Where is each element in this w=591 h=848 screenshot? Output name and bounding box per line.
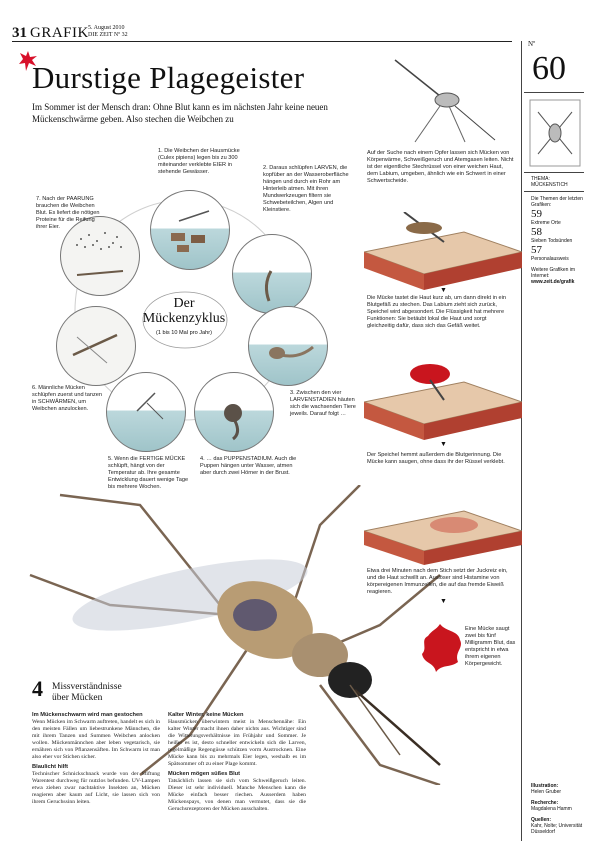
- sidebar-rule: [521, 41, 522, 841]
- male-mosquito-image: [57, 307, 135, 385]
- larval-stage-image: [249, 307, 327, 385]
- misconception-item: Mücken mögen süßes Blut Tatsächlich lassen sie sich vom Schweißgeruch leiten. Dieser ist sehr individuell. Manche Menschen kann die Mücke einfach besser riechen. Ausserdem haben Mückenspays, von denen man vermutet, dass sie die Geruchsrezeptoren der Mücken ausschalten.: [168, 771, 306, 812]
- top-rule: [12, 41, 512, 42]
- more-graphics-label: Weitere Grafiken im Internet:: [531, 267, 576, 279]
- eggs-circle: [150, 190, 230, 270]
- cycle-title: [142, 296, 226, 326]
- pupa-image: [195, 373, 273, 451]
- step-7-caption: 7. Nach der PAARUNG brauchen die Weibchen Blut. Es liefert die nötigen Proteine für die Reifung ihrer Eier.: [36, 196, 100, 230]
- sidebar-divider: [524, 172, 584, 173]
- sidebar-divider: [524, 92, 584, 93]
- misconception-item: Blaulicht hilft Technischer Schnickschnack wurde von der Stiftung Warentest durchweg für nutzlos befunden. UV-Lampen etwa ziehen zwar nachtaktive Insekten an, Mücken reagieren aber kaum auf Licht, sie lassen sich von ihrem Geruchssinn leiten.: [32, 764, 160, 805]
- skin-swelling-image: [364, 505, 522, 565]
- research-name: Magdalena Hamm: [531, 806, 572, 812]
- theme-value: MÜCKENSTICH: [531, 182, 568, 188]
- step-4-caption: 4. … das PUPPENSTADIUM. Auch die Puppen hängen unter Wasser, atmen aber durch zwei Hörner in der Brust.: [200, 456, 297, 476]
- bite-step-2-text: Die Mücke tastet die Haut kurz ab, um dann direkt in ein Blutgefäß zu stechen. Das Labium zieht sich zurück, Speichel wird abgesondert. Die Flüssigkeit hat mehrere Funktionen: Sie betäubt lokal die Haut und sorgt gleichzeitig dafür, dass sich das Gefäß weitet.: [367, 295, 506, 329]
- issue-text: DIE ZEIT Nº 32: [88, 32, 128, 38]
- arrow-down-icon: ▼: [440, 597, 447, 605]
- misconceptions-title: Missverständnisse über Mücken: [52, 682, 122, 703]
- cycle-title-line1: Der: [173, 296, 195, 311]
- misconception-item: Im Mückenschwarm wird man gestochen Wenn Mücken im Schwarm auftreten, handelt es sich in den meisten Fällen um liebestrunkene Männchen, die mit ihrem Tanzen und Summen Weibchen anlocken wollen. Mückenmännchen aber leben vegetarisch, sie ernähren sich von Pflanzensäften. Im Schwarm ist man also eher vor Stichen sicher.: [32, 712, 160, 760]
- skin-sucking-image: [364, 360, 522, 440]
- more-graphics-link[interactable]: www.zeit.de/grafik: [531, 279, 575, 285]
- misconceptions-column-left: [32, 712, 160, 806]
- bite-step-3-text: Der Speichel hemmt außerdem die Blutgerinnung. Die Mücke kann saugen, ohne dass ihr der Rüssel verklebt.: [367, 452, 505, 465]
- larval-stages-circle: [248, 306, 328, 386]
- issue-number-label: Nº: [528, 40, 536, 48]
- section-label: GRAFIK: [30, 25, 89, 41]
- misconceptions-number: 4: [32, 676, 43, 701]
- pupa-circle: [194, 372, 274, 452]
- arrow-down-icon: ▼: [440, 286, 447, 294]
- illustration-name: Helen Gruber: [531, 789, 562, 795]
- issue-number: 60: [532, 50, 566, 87]
- illustration-label: Illustration:: [531, 783, 559, 789]
- step-1-caption: 1. Die Weibchen der Hausmücke (Culex pipiens) legen bis zu 300 miteinander verklebte EIER in stehende Gewässer.: [158, 148, 240, 175]
- mosquito-thumbnail-image: [528, 98, 582, 168]
- bite-step-1-text: Auf der Suche nach einem Opfer lassen sich Mücken von Körperwärme, Schweißgeruch und Atemgasen leiten. Nicht ist der eigentliche Stechrüssel von einer weichen Haut, dem Labium, umgeben, ähnlich wie ein Schwert in einer Schwertscheide.: [367, 150, 514, 184]
- emerging-mosquito-circle: [106, 372, 186, 452]
- emerging-mosquito-image: [107, 373, 185, 451]
- intro-text: Im Sommer ist der Mensch dran: Ohne Blut kann es im nächsten Jahr keine neuen Mückenschwärme geben. Also stechen die Weibchen zu: [32, 102, 328, 124]
- larva-image: [233, 235, 311, 313]
- topics-list: [531, 208, 587, 262]
- bite-step-4-text: Etwa drei Minuten nach dem Stich setzt der Juckreiz ein, und die Haut schwillt an. Auslöser sind Histamine von körpereigenen Immunzellen, die auf das fremde Eiweiß reagieren.: [367, 568, 508, 595]
- step-2-caption: 2. Daraus schlüpfen LARVEN, die kopfüber an der Wasseroberfläche hängen und durch ein Rohr am Hinterleib atmen. Mit ihren Mundwerkzeugen filtern sie Schwebeteilchen, Algen und Kleinstiere.: [263, 165, 349, 213]
- cycle-subtitle: (1 bis 10 Mal pro Jahr): [156, 330, 212, 336]
- arrow-down-icon: ▼: [440, 440, 447, 448]
- topic-item[interactable]: 58 Sieben Todsünden: [531, 226, 573, 244]
- topic-item[interactable]: 59 Extreme Orte: [531, 208, 561, 226]
- blood-drop-splatter-icon: [420, 622, 466, 674]
- issue-date: [88, 25, 128, 39]
- date-text: 5. August 2010: [88, 25, 125, 31]
- larvae-circle: [232, 234, 312, 314]
- research-label: Recherche:: [531, 800, 559, 806]
- sidebar-divider: [524, 191, 584, 192]
- approaching-mosquito-image: [385, 50, 505, 145]
- theme-block: [531, 176, 587, 188]
- cycle-title-line2: Mückenzyklus: [142, 311, 226, 326]
- topics-label: Die Themen der letzten Grafiken:: [531, 196, 583, 208]
- skin-probe-image: [364, 212, 522, 290]
- male-mosquitoes-circle: [56, 306, 136, 386]
- page-title: Durstige Plagegeister: [32, 60, 305, 95]
- blood-amount-caption: Eine Mücke saugt zwei bis fünf Milligramm Blut, das entspricht in etwa ihrem eigenen Körpergewicht.: [465, 626, 516, 667]
- misconceptions-column-right: [168, 712, 306, 813]
- step-6-caption: 6. Männliche Mücken schlüpfen zuerst und tanzen in SCHWÄRMEN, um Weibchen anzulocken.: [32, 385, 102, 412]
- egg-rafts-image: [151, 191, 229, 269]
- page-number: 31: [12, 25, 27, 41]
- step-3-caption: 3. Zwischen den vier LARVENSTADIEN häuten sich die wachsenden Tiere jeweils. Darauf folgt …: [290, 390, 356, 417]
- sources-text: Kahr, Nolte; Universität Düsseldorf: [531, 823, 583, 835]
- theme-label: THEMA:: [531, 176, 550, 182]
- sources-label: Quellen:: [531, 817, 552, 823]
- topic-item[interactable]: 57 Personalausweis: [531, 244, 569, 262]
- credits-block: [531, 783, 587, 835]
- step-5-caption: 5. Wenn die FERTIGE MÜCKE schlüpft, hängt von der Temperatur ab. Ihre gesamte Entwicklung dauert wenige Tage bis mehrere Wochen.: [108, 456, 189, 490]
- misconception-item: Kalter Winter, keine Mücken Hausmücken überwintern meist in Menschennähe: Ein kalter Winter macht ihnen daher nichts aus. Wichtiger sind die Witterungsverhältnisse im Frühjahr und Sommer. Je heißer es ist, desto schneller entwickeln sich die Larven, regelmäßige Regengüsse schützen vorm Austrocknen. Eine Mücke kann bis zu mehrmals Eier legen, weshalb es im Spätsommer oft zu einer Plage kommt.: [168, 712, 306, 767]
